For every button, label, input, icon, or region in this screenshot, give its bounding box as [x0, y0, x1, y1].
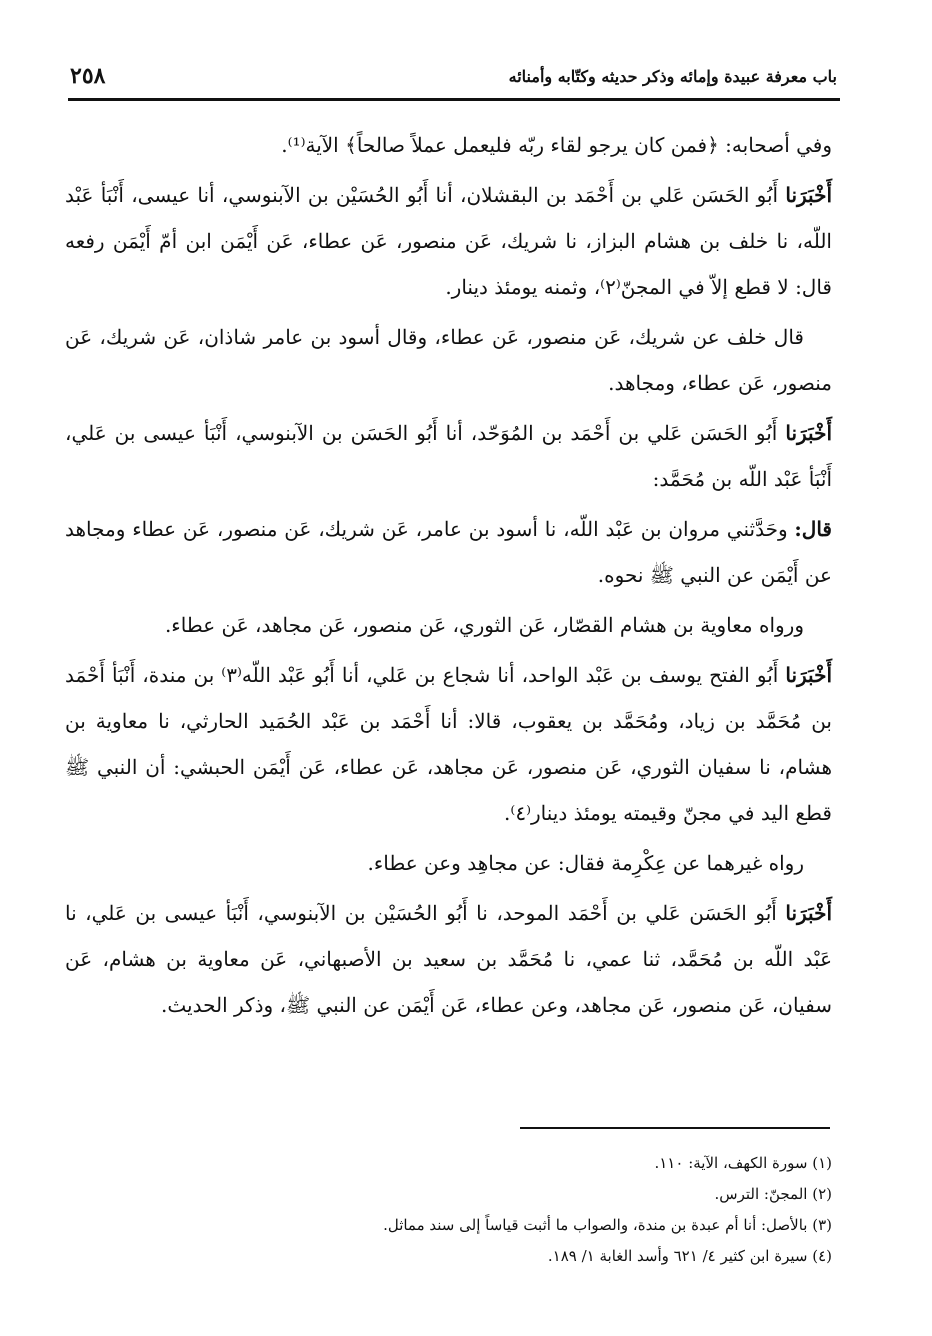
footnote-1: (١) سورة الكهف، الآية: ١١٠. — [654, 1154, 832, 1172]
paragraph-text: أَبُو الحَسَن عَلي بن أَحْمَد بن البقشلان، أنا أَبُو الحُسَيْن بن الآبنوسي، أنا عيسى، أَنْبَأ عَبْد اللّه، نا خلف بن هشام البزاز، نا شريك، عَن منصور، عَن عطاء، عَن أَيْمَن ابن أمّ أَيْمَن رفعه قال: لا قطع إلاّ في المجنّ⁽٢⁾، وثمنه يومئذ دينار. — [65, 183, 832, 299]
paragraph-comment-1 — [65, 314, 832, 406]
paragraph-isnad-5 — [65, 890, 832, 1028]
paragraph-lead: أَخْبَرَنا — [785, 421, 832, 445]
paragraph-text: أَبُو الفتح يوسف بن عَبْد الواحد، أنا شجاع بن عَلي، أنا أَبُو عَبْد اللّه⁽٣⁾ بن مندة، أَنْبَأ أَحْمَد بن مُحَمَّد بن زياد، ومُحَمَّد بن يعقوب، قالا: أنا أَحْمَد بن عَبْد الحُمَيد الحارثي، نا معاوية بن هشام، نا سفيان الثوري، عَن منصور، عَن مجاهد، عَن عطاء، عَن أَيْمَن الحبشي: أن النبي ﷺ قطع اليد في مجنّ وقيمته يومئذ دينار⁽٤⁾. — [65, 663, 832, 825]
footnote-2: (٢) المجنّ: الترس. — [714, 1185, 832, 1203]
footnote-rule — [520, 1127, 830, 1129]
paragraph-lead: قال: — [794, 517, 832, 541]
paragraph-lead: أَخْبَرَنا — [785, 183, 832, 207]
paragraph-isnad-3 — [65, 506, 832, 598]
paragraph-lead: أَخْبَرَنا — [785, 901, 832, 925]
paragraph-text: أَبُو الحَسَن عَلي بن أَحْمَد بن المُوَحّد، أنا أَبُو الحَسَن بن الآبنوسي، أَنْبَأ عيسى بن عَلي، أَنْبَأ عَبْد اللّه بن مُحَمَّد: — [65, 421, 832, 491]
running-title: باب معرفة عبيدة وإمائه وذكر حديثه وكتّابه وأمنائه — [508, 66, 837, 86]
paragraph-lead: أَخْبَرَنا — [785, 663, 833, 687]
paragraph-comment-2 — [65, 602, 832, 648]
paragraph-text: رواه غيرهما عن عِكْرِمة فقال: عن مجاهِد وعن عطاء. — [367, 851, 804, 875]
paragraph-comment-3 — [65, 840, 832, 886]
paragraph-text: وحَدَّثني مروان بن عَبْد اللّه، نا أسود بن عامر، عَن شريك، عَن منصور، عَن عطاء ومجاهد عن أَيْمَن عن النبي ﷺ نحوه. — [65, 517, 832, 587]
paragraph-isnad-2 — [65, 410, 832, 502]
page-number: ٢٥٨ — [70, 63, 106, 89]
footnote-4: (٤) سيرة ابن كثير ٤/ ٦٢١ وأسد الغابة ١/ ١٨٩. — [547, 1247, 832, 1265]
paragraph-isnad-4 — [65, 652, 832, 836]
paragraph-isnad-1 — [65, 172, 832, 310]
footnote-3: (٣) بالأصل: أنا أم عبدة بن مندة، والصواب ما أثبت قياساً إلى سند مماثل. — [383, 1216, 832, 1234]
paragraph-text: وفي أصحابه: ﴿فمن كان يرجو لقاء ربّه فليعمل عملاً صالحاً﴾ الآية⁽¹⁾. — [281, 133, 832, 157]
paragraph-text: أَبُو الحَسَن عَلي بن أَحْمَد الموحد، نا أَبُو الحُسَيْن بن الآبنوسي، أَنْبَأ عيسى بن عَلي، نا عَبْد اللّه بن مُحَمَّد، ثنا عمي، نا مُحَمَّد بن سعيد بن الأصبهاني، عَن معاوية بن هشام، عَن سفيان، عَن منصور، عَن مجاهد، وعن عطاء، عَن أَيْمَن عن النبي ﷺ، وذكر الحديث. — [65, 901, 832, 1017]
paragraph-text: ورواه معاوية بن هشام القصّار، عَن الثوري، عَن منصور، عَن مجاهد، عَن عطاء. — [164, 613, 804, 637]
paragraph-text: قال خلف عن شريك، عَن منصور، عَن عطاء، وقال أسود بن عامر شاذان، عَن شريك، عَن منصور، عَن عطاء، ومجاهد. — [65, 325, 832, 395]
main-text — [65, 122, 832, 1032]
footnotes — [100, 1148, 832, 1272]
page-header — [70, 60, 837, 92]
paragraph-verse — [65, 122, 832, 168]
header-rule — [68, 98, 840, 101]
